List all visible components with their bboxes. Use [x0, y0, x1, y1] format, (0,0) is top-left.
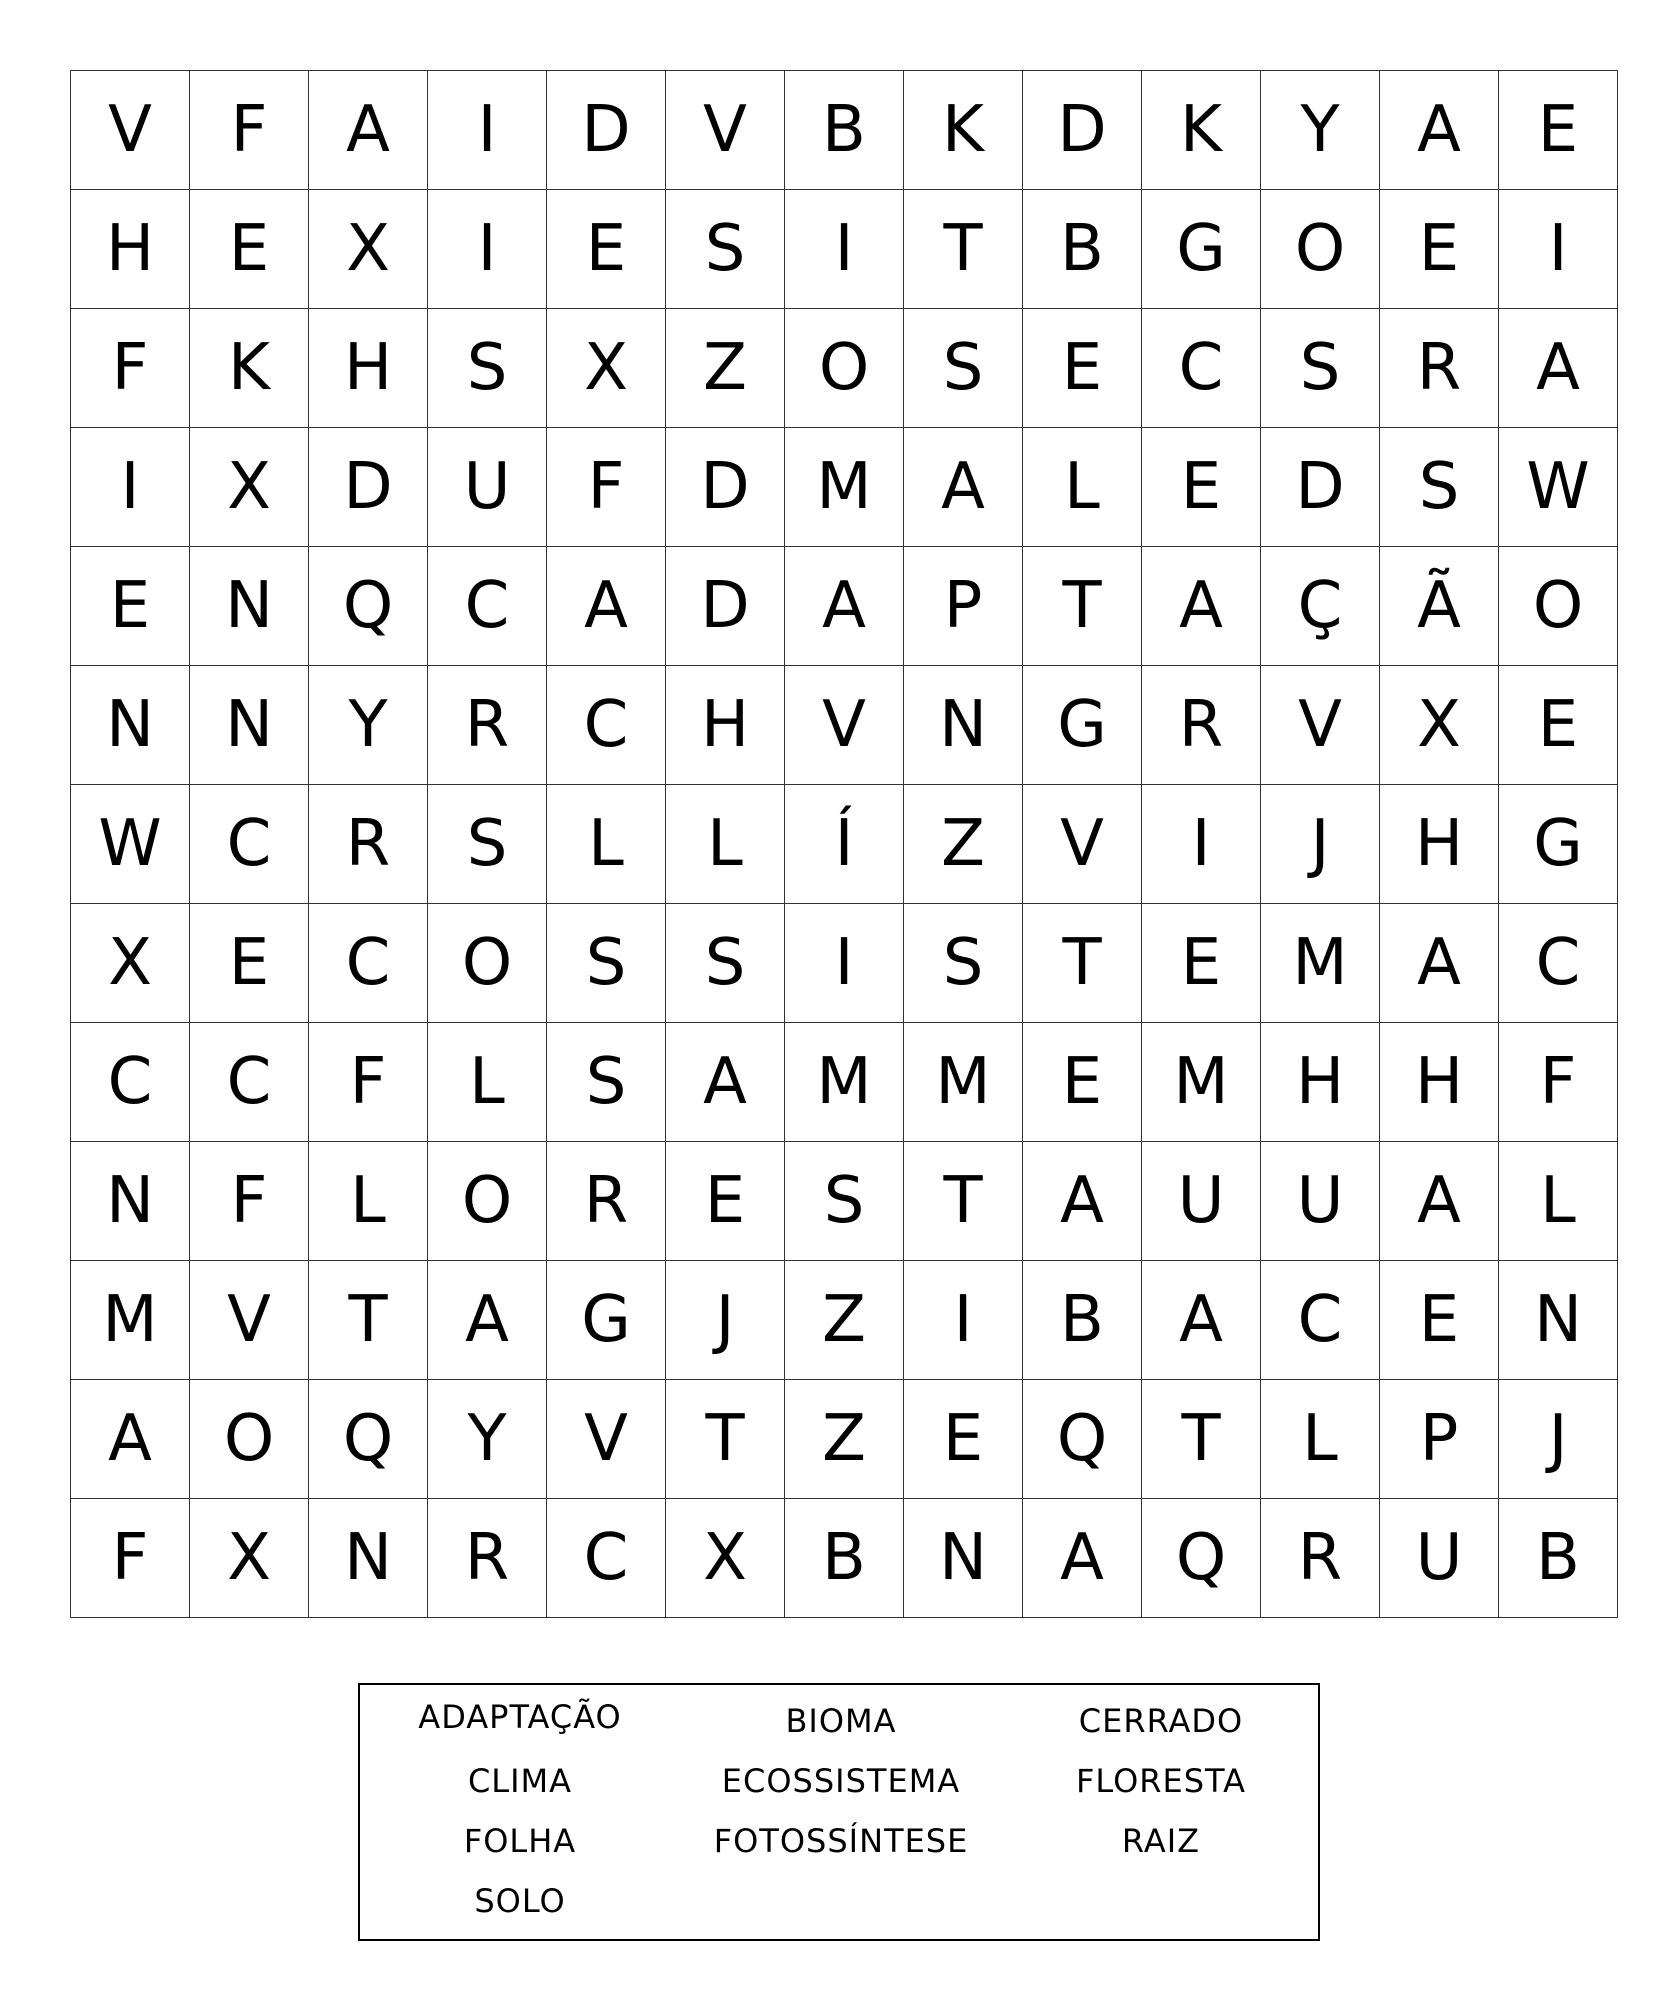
grid-cell[interactable]: K — [1142, 71, 1261, 190]
grid-cell[interactable]: J — [1499, 1380, 1618, 1499]
grid-cell[interactable]: E — [190, 904, 309, 1023]
word-item: FOLHA — [463, 1822, 577, 1860]
grid-cell[interactable]: U — [1142, 1142, 1261, 1261]
grid-cell[interactable]: E — [904, 1380, 1023, 1499]
grid-cell[interactable]: F — [71, 1499, 190, 1618]
grid-cell[interactable]: N — [309, 1499, 428, 1618]
grid-cell[interactable]: R — [428, 666, 547, 785]
grid-cell[interactable]: A — [1142, 547, 1261, 666]
grid-cell[interactable]: L — [1261, 1380, 1380, 1499]
grid-cell[interactable]: V — [71, 71, 190, 190]
grid-cell[interactable]: A — [428, 1261, 547, 1380]
grid-cell[interactable]: X — [190, 1499, 309, 1618]
grid-cell[interactable]: E — [547, 190, 666, 309]
grid-cell[interactable]: V — [1261, 666, 1380, 785]
grid-cell[interactable]: O — [428, 904, 547, 1023]
grid-cell[interactable]: J — [1261, 785, 1380, 904]
grid-cell[interactable]: N — [904, 666, 1023, 785]
grid-cell[interactable]: Y — [428, 1380, 547, 1499]
grid-cell[interactable]: Í — [785, 785, 904, 904]
grid-row — [71, 1499, 1618, 1618]
grid-cell[interactable]: U — [428, 428, 547, 547]
grid-cell[interactable]: R — [309, 785, 428, 904]
word-item: ADAPTAÇÃO — [418, 1698, 622, 1736]
grid-cell[interactable]: O — [1261, 190, 1380, 309]
grid-cell[interactable]: I — [1142, 785, 1261, 904]
grid-row — [71, 1261, 1618, 1380]
grid-cell[interactable]: R — [1380, 309, 1499, 428]
grid-cell[interactable]: F — [547, 428, 666, 547]
grid-cell[interactable]: A — [1380, 1142, 1499, 1261]
word-item: ECOSSISTEMA — [721, 1762, 961, 1800]
grid-cell[interactable]: C — [428, 547, 547, 666]
grid-cell[interactable]: C — [547, 1499, 666, 1618]
grid-cell[interactable]: E — [71, 547, 190, 666]
grid-row — [71, 785, 1618, 904]
grid-cell[interactable]: N — [190, 666, 309, 785]
grid-cell[interactable]: M — [1142, 1023, 1261, 1142]
grid-cell[interactable]: D — [1023, 71, 1142, 190]
grid-row — [71, 1023, 1618, 1142]
grid-cell[interactable]: D — [666, 547, 785, 666]
grid-cell[interactable]: C — [71, 1023, 190, 1142]
grid-cell[interactable]: A — [1499, 309, 1618, 428]
grid-cell[interactable]: H — [1380, 785, 1499, 904]
grid-cell[interactable]: H — [1380, 1023, 1499, 1142]
grid-cell[interactable]: D — [547, 71, 666, 190]
grid-cell[interactable]: B — [1023, 1261, 1142, 1380]
grid-cell[interactable]: D — [1261, 428, 1380, 547]
grid-cell[interactable]: J — [666, 1261, 785, 1380]
grid-cell[interactable]: F — [309, 1023, 428, 1142]
grid-cell[interactable]: X — [309, 190, 428, 309]
grid-cell[interactable]: I — [1499, 190, 1618, 309]
grid-cell[interactable]: M — [71, 1261, 190, 1380]
grid-cell[interactable]: N — [71, 666, 190, 785]
grid-cell[interactable]: S — [666, 190, 785, 309]
grid-cell[interactable]: C — [309, 904, 428, 1023]
grid-cell[interactable]: R — [1261, 1499, 1380, 1618]
grid-cell[interactable]: W — [1499, 428, 1618, 547]
grid-cell[interactable]: L — [1499, 1142, 1618, 1261]
grid-cell[interactable]: O — [190, 1380, 309, 1499]
grid-cell[interactable]: T — [1023, 547, 1142, 666]
grid-cell[interactable]: L — [547, 785, 666, 904]
grid-cell[interactable]: C — [547, 666, 666, 785]
grid-cell[interactable]: A — [1023, 1499, 1142, 1618]
grid-cell[interactable]: V — [547, 1380, 666, 1499]
grid-cell[interactable]: Z — [904, 785, 1023, 904]
grid-row — [71, 71, 1618, 190]
grid-cell[interactable]: Ç — [1261, 547, 1380, 666]
grid-cell[interactable]: A — [1142, 1261, 1261, 1380]
grid-cell[interactable]: S — [428, 785, 547, 904]
grid-cell[interactable]: E — [190, 190, 309, 309]
grid-cell[interactable]: K — [904, 71, 1023, 190]
grid-cell[interactable]: C — [190, 785, 309, 904]
grid-cell[interactable]: X — [71, 904, 190, 1023]
grid-cell[interactable]: E — [666, 1142, 785, 1261]
grid-cell[interactable]: U — [1380, 1499, 1499, 1618]
grid-cell[interactable]: E — [1380, 190, 1499, 309]
grid-cell[interactable]: Y — [309, 666, 428, 785]
grid-cell[interactable]: A — [309, 71, 428, 190]
grid-cell[interactable]: X — [547, 309, 666, 428]
grid-cell[interactable]: E — [1023, 309, 1142, 428]
grid-cell[interactable]: V — [1023, 785, 1142, 904]
grid-cell[interactable]: A — [71, 1380, 190, 1499]
grid-row — [71, 547, 1618, 666]
grid-cell[interactable]: I — [428, 71, 547, 190]
grid-cell[interactable]: L — [1023, 428, 1142, 547]
grid-cell[interactable]: R — [428, 1499, 547, 1618]
grid-cell[interactable]: Y — [1261, 71, 1380, 190]
grid-cell[interactable]: S — [547, 904, 666, 1023]
grid-cell[interactable]: T — [666, 1380, 785, 1499]
grid-row — [71, 309, 1618, 428]
word-list — [358, 1683, 1320, 1941]
grid-row — [71, 190, 1618, 309]
grid-cell[interactable]: X — [666, 1499, 785, 1618]
grid-cell[interactable]: C — [1142, 309, 1261, 428]
grid-cell[interactable]: R — [1142, 666, 1261, 785]
grid-cell[interactable]: M — [904, 1023, 1023, 1142]
grid-cell[interactable]: Ã — [1380, 547, 1499, 666]
grid-cell[interactable]: T — [309, 1261, 428, 1380]
grid-cell[interactable]: U — [1261, 1142, 1380, 1261]
grid-cell[interactable]: I — [428, 190, 547, 309]
grid-cell[interactable]: E — [1380, 1261, 1499, 1380]
grid-cell[interactable]: H — [666, 666, 785, 785]
grid-cell[interactable]: M — [785, 1023, 904, 1142]
grid-cell[interactable]: O — [1499, 547, 1618, 666]
word-item: SOLO — [474, 1882, 566, 1920]
grid-cell[interactable]: G — [1499, 785, 1618, 904]
grid-cell[interactable]: A — [1380, 904, 1499, 1023]
grid-cell[interactable]: K — [190, 309, 309, 428]
grid-cell[interactable]: T — [904, 190, 1023, 309]
grid-cell[interactable]: S — [1261, 309, 1380, 428]
grid-cell[interactable]: M — [1261, 904, 1380, 1023]
grid-cell[interactable]: N — [190, 547, 309, 666]
grid-cell[interactable]: H — [71, 190, 190, 309]
word-item: BIOMA — [785, 1702, 897, 1740]
grid-cell[interactable]: C — [190, 1023, 309, 1142]
grid-cell[interactable]: I — [785, 190, 904, 309]
grid-cell[interactable]: A — [904, 428, 1023, 547]
grid-cell[interactable]: E — [1499, 666, 1618, 785]
grid-cell[interactable]: H — [1261, 1023, 1380, 1142]
grid-cell[interactable]: W — [71, 785, 190, 904]
grid-cell[interactable]: E — [1023, 1023, 1142, 1142]
grid-cell[interactable]: T — [1023, 904, 1142, 1023]
grid-row — [71, 1142, 1618, 1261]
grid-cell[interactable]: V — [190, 1261, 309, 1380]
grid-cell[interactable]: I — [785, 904, 904, 1023]
grid-cell[interactable]: S — [904, 309, 1023, 428]
word-item: CLIMA — [467, 1762, 573, 1800]
grid-cell[interactable]: M — [785, 428, 904, 547]
grid-cell[interactable]: S — [428, 309, 547, 428]
grid-row — [71, 904, 1618, 1023]
grid-cell[interactable]: Q — [309, 1380, 428, 1499]
grid-cell[interactable]: P — [1380, 1380, 1499, 1499]
grid-cell[interactable]: B — [785, 71, 904, 190]
grid-cell[interactable]: B — [785, 1499, 904, 1618]
grid-cell[interactable]: Z — [666, 309, 785, 428]
grid-cell[interactable]: A — [666, 1023, 785, 1142]
word-search-grid — [70, 70, 1618, 1618]
grid-cell[interactable]: O — [428, 1142, 547, 1261]
grid-cell[interactable]: E — [1142, 428, 1261, 547]
grid-cell[interactable]: S — [904, 904, 1023, 1023]
grid-cell[interactable]: Z — [785, 1380, 904, 1499]
grid-cell[interactable]: X — [1380, 666, 1499, 785]
grid-cell[interactable]: L — [428, 1023, 547, 1142]
grid-cell[interactable]: S — [666, 904, 785, 1023]
grid-cell[interactable]: B — [1023, 190, 1142, 309]
grid-cell[interactable]: S — [1380, 428, 1499, 547]
grid-cell[interactable]: V — [785, 666, 904, 785]
grid-cell[interactable]: E — [1499, 71, 1618, 190]
word-item: RAIZ — [1121, 1822, 1201, 1860]
grid-cell[interactable]: R — [547, 1142, 666, 1261]
grid-cell[interactable]: G — [1142, 190, 1261, 309]
grid-cell[interactable]: N — [1499, 1261, 1618, 1380]
grid-cell[interactable]: A — [547, 547, 666, 666]
grid-cell[interactable]: S — [785, 1142, 904, 1261]
grid-cell[interactable]: H — [309, 309, 428, 428]
grid-cell[interactable]: G — [1023, 666, 1142, 785]
grid-row — [71, 666, 1618, 785]
grid-cell[interactable]: E — [1142, 904, 1261, 1023]
grid-cell[interactable]: A — [1380, 71, 1499, 190]
grid-cell[interactable]: A — [785, 547, 904, 666]
grid-cell[interactable]: I — [71, 428, 190, 547]
grid-cell[interactable]: Q — [1142, 1499, 1261, 1618]
grid-row — [71, 428, 1618, 547]
grid-cell[interactable]: N — [71, 1142, 190, 1261]
grid-cell[interactable]: G — [547, 1261, 666, 1380]
grid-cell[interactable]: T — [904, 1142, 1023, 1261]
grid-cell[interactable]: F — [190, 71, 309, 190]
grid-cell[interactable]: P — [904, 547, 1023, 666]
grid-cell[interactable]: B — [1499, 1499, 1618, 1618]
grid-row — [71, 1380, 1618, 1499]
grid-cell[interactable]: X — [190, 428, 309, 547]
grid-cell[interactable]: S — [547, 1023, 666, 1142]
grid-cell[interactable]: A — [1023, 1142, 1142, 1261]
grid-cell[interactable]: C — [1261, 1261, 1380, 1380]
grid-cell[interactable]: O — [785, 309, 904, 428]
grid-cell[interactable]: L — [666, 785, 785, 904]
grid-cell[interactable]: F — [190, 1142, 309, 1261]
grid-cell[interactable]: V — [666, 71, 785, 190]
grid-cell[interactable]: D — [666, 428, 785, 547]
grid-cell[interactable]: N — [904, 1499, 1023, 1618]
word-item: CERRADO — [1078, 1702, 1244, 1740]
grid-cell[interactable]: F — [1499, 1023, 1618, 1142]
word-item: FOTOSSÍNTESE — [713, 1822, 969, 1860]
grid-cell[interactable]: I — [904, 1261, 1023, 1380]
word-item: FLORESTA — [1076, 1762, 1246, 1800]
grid-cell[interactable]: Z — [785, 1261, 904, 1380]
grid-cell[interactable]: L — [309, 1142, 428, 1261]
grid-cell[interactable]: D — [309, 428, 428, 547]
grid-cell[interactable]: C — [1499, 904, 1618, 1023]
grid-cell[interactable]: Q — [309, 547, 428, 666]
grid-cell[interactable]: T — [1142, 1380, 1261, 1499]
grid-cell[interactable]: Q — [1023, 1380, 1142, 1499]
grid-cell[interactable]: F — [71, 309, 190, 428]
